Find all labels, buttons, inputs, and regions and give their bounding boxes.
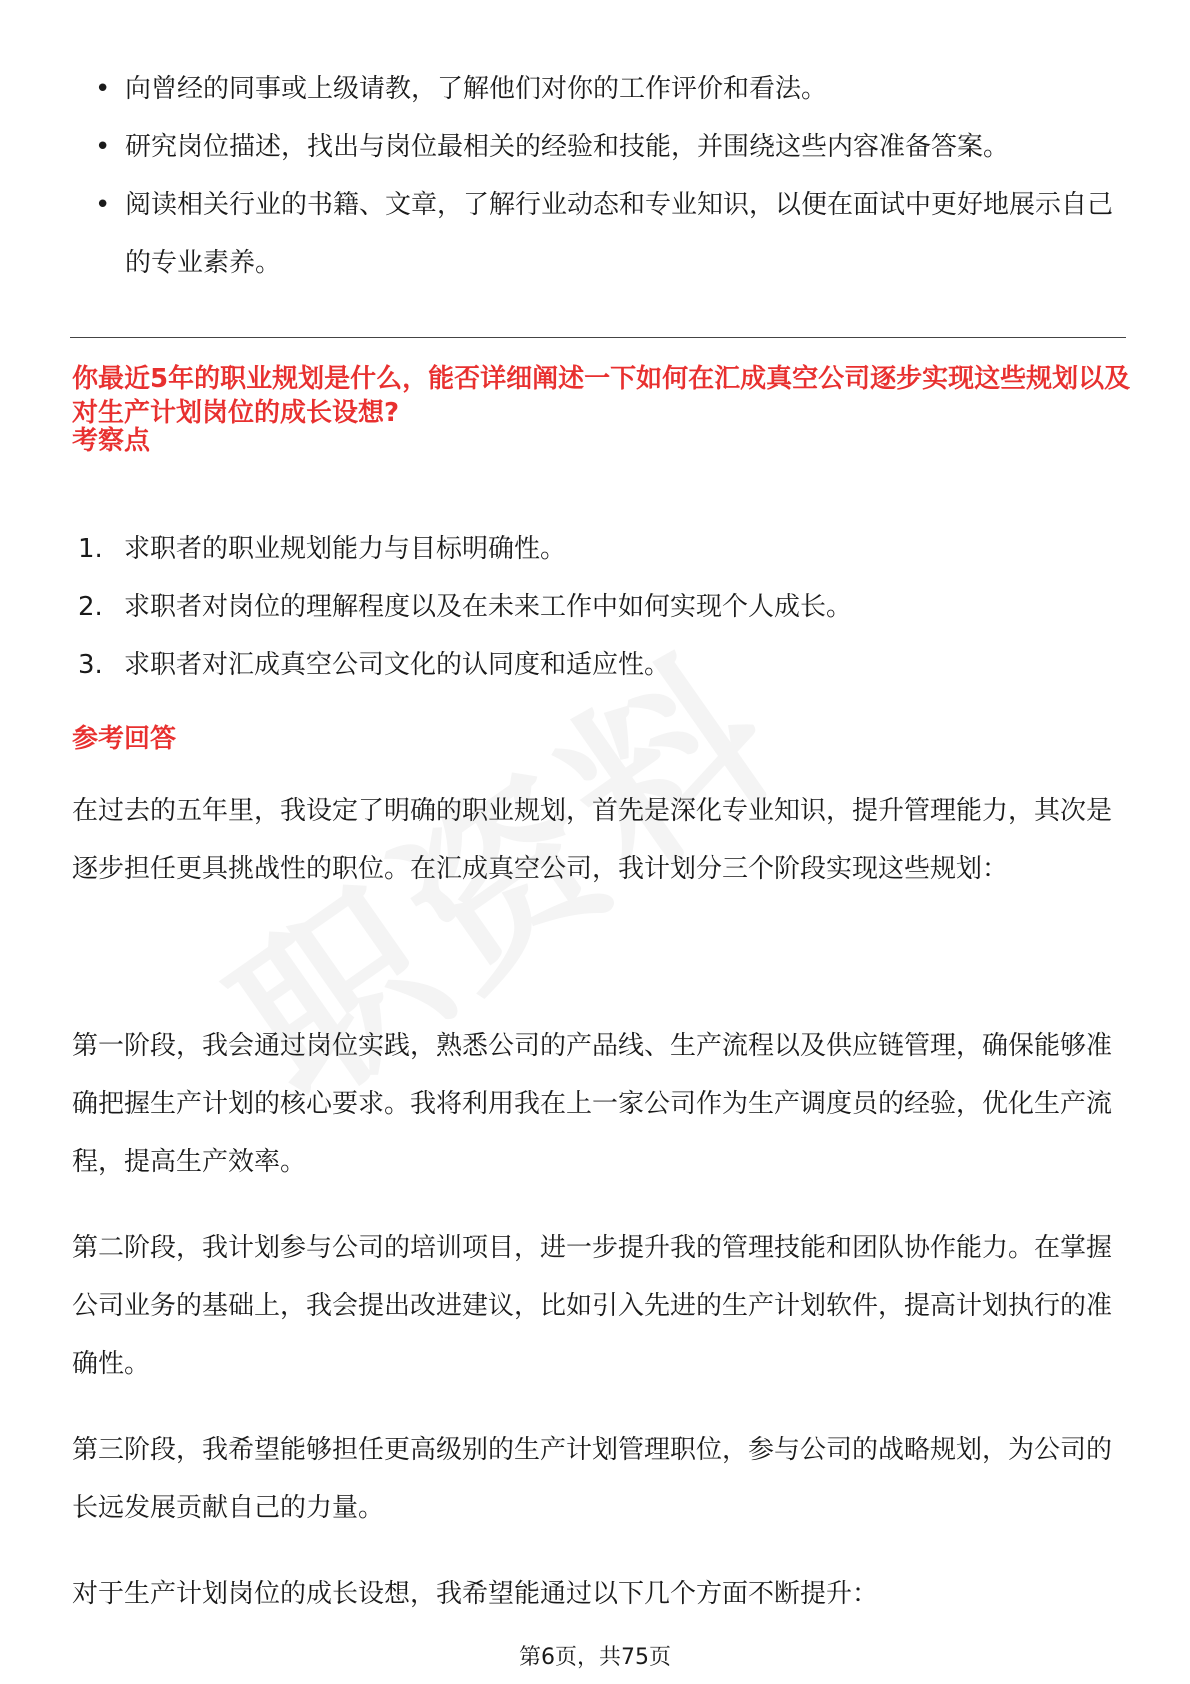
page-number-footer: 第6页，共75页	[519, 1645, 671, 1670]
list-item: • 向曾经的同事或上级请教，了解他们对你的工作评价和看法。	[95, 60, 1125, 118]
answer-paragraph: 在过去的五年里，我设定了明确的职业规划，首先是深化专业知识，提升管理能力，其次是逐步担任更具挑战性的职位。在汇成真空公司，我计划分三个阶段实现这些规划：	[72, 796, 1113, 884]
list-item: • 阅读相关行业的书籍、文章，了解行业动态和专业知识，以便在面试中更好地展示自己的专业素养。	[95, 176, 1125, 292]
answer-paragraph: 对于生产计划岗位的成长设想，我希望能通过以下几个方面不断提升：	[72, 1579, 879, 1609]
list-item	[78, 520, 852, 578]
list-item-text: 求职者的职业规划能力与目标明确性。	[124, 534, 567, 564]
question-heading: 你最近5年的职业规划是什么，能否详细阐述一下如何在汇成真空公司逐步实现这些规划以及对生产计划岗位的成长设想?	[72, 364, 1131, 428]
list-item	[78, 636, 852, 694]
section-heading-answer: 参考回答	[72, 724, 177, 754]
tips-bullet-list	[95, 60, 1125, 292]
list-number: 2.	[78, 592, 103, 622]
divider	[70, 337, 1126, 338]
answer-paragraph: 第二阶段，我计划参与公司的培训项目，进一步提升我的管理技能和团队协作能力。在掌握公司业务的基础上，我会提出改进建议，比如引入先进的生产计划软件，提高计划执行的准确性。	[72, 1233, 1113, 1379]
section-heading-kaocha: 考察点	[72, 426, 151, 456]
list-item: • 研究岗位描述，找出与岗位最相关的经验和技能，并围绕这些内容准备答案。	[95, 118, 1125, 176]
list-number: 3.	[78, 650, 103, 680]
list-item-text: 求职者对汇成真空公司文化的认同度和适应性。	[124, 650, 671, 680]
answer-paragraph: 第一阶段，我会通过岗位实践，熟悉公司的产品线、生产流程以及供应链管理，确保能够准确把握生产计划的核心要求。我将利用我在上一家公司作为生产调度员的经验，优化生产流程，提高生产效率。	[72, 1031, 1113, 1177]
list-item-text: 求职者对岗位的理解程度以及在未来工作中如何实现个人成长。	[124, 592, 853, 622]
list-item	[78, 578, 852, 636]
answer-paragraph: 第三阶段，我希望能够担任更高级别的生产计划管理职位，参与公司的战略规划，为公司的长远发展贡献自己的力量。	[72, 1435, 1113, 1523]
kaocha-list	[78, 520, 852, 694]
list-number: 1.	[78, 534, 103, 564]
